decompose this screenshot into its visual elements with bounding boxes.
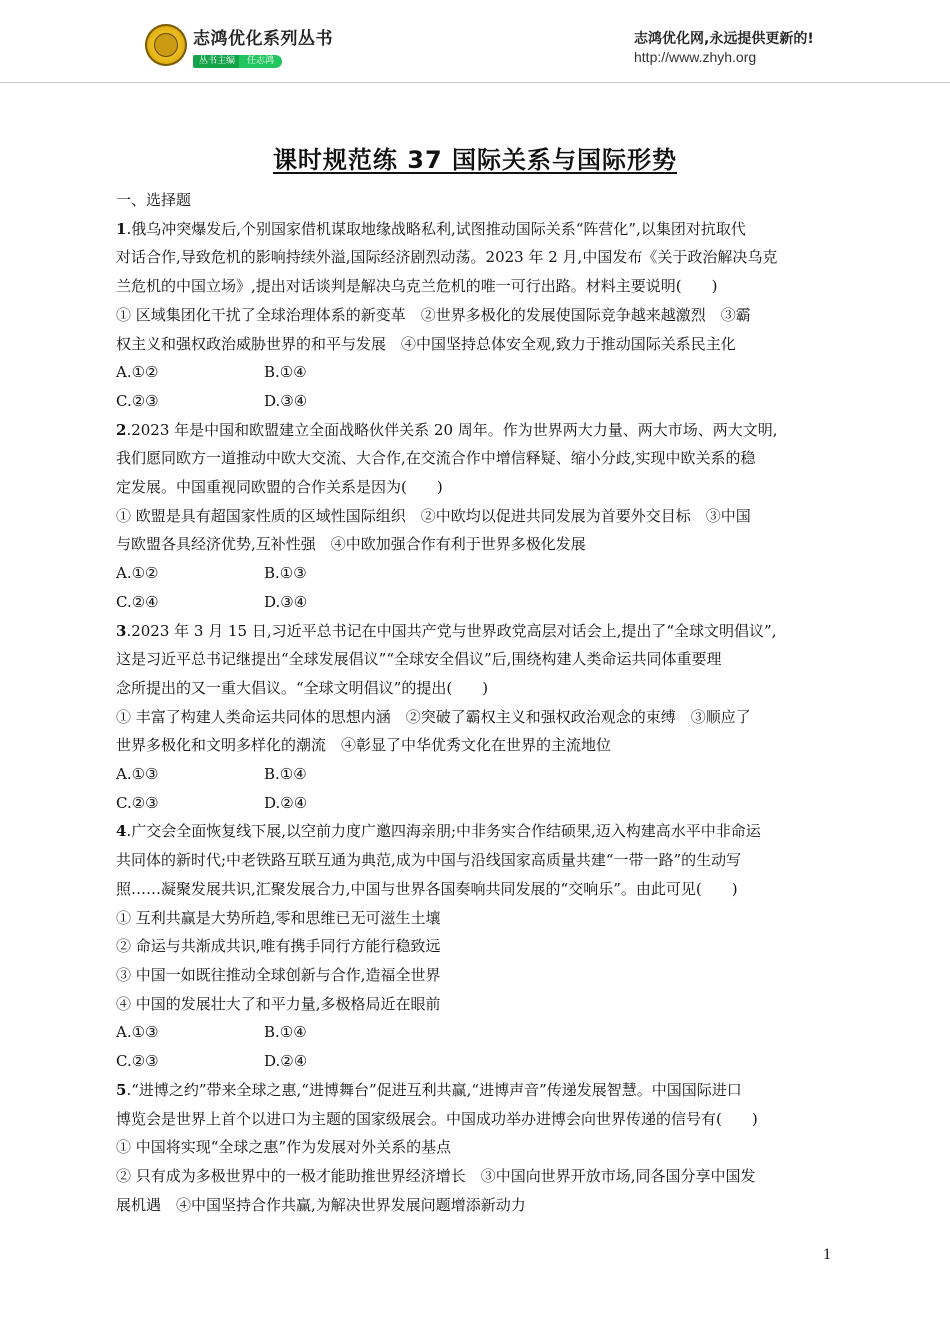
question: [116, 215, 834, 416]
question-stem-line: 我们愿同欧方一道推动中欧大交流、大合作,在交流合作中增信释疑、缩小分歧,实现中欧关系的稳: [116, 449, 756, 468]
question: [116, 1076, 834, 1220]
statement-line: ① 互利共赢是大势所趋,零和思维已无可滋生土壤: [116, 908, 441, 927]
question: [116, 416, 834, 617]
header-divider: [0, 82, 950, 83]
question: [116, 617, 834, 818]
statement-line: ② 命运与共渐成共识,唯有携手同行方能行稳致远: [116, 937, 441, 956]
statement-line: 展机遇 ④中国坚持合作共赢,为解决世界发展问题增添新动力: [116, 1195, 526, 1214]
option-b[interactable]: B.①④: [264, 363, 307, 382]
editor-credit: [193, 48, 282, 66]
question: [116, 817, 834, 1075]
option-a[interactable]: A.①②: [116, 363, 159, 382]
page-number: 1: [823, 1246, 831, 1263]
option-b[interactable]: B.①③: [264, 564, 307, 583]
question-number: 1: [116, 219, 127, 238]
option-c[interactable]: C.②④: [116, 592, 159, 611]
question-stem: 2.2023 年是中国和欧盟建立全面战略伙伴关系 20 周年。作为世界两大力量、两大市场、两大文明,: [116, 420, 778, 439]
option-a[interactable]: A.①③: [116, 765, 159, 784]
statement-line: ② 只有成为多极世界中的一极才能助推世界经济增长 ③中国向世界开放市场,同各国分享中国发: [116, 1166, 756, 1185]
statement-line: ① 区域集团化干扰了全球治理体系的新变革 ②世界多极化的发展使国际竞争越来越激烈 ③霸: [116, 305, 751, 324]
option-row: [116, 1018, 834, 1047]
question-stem: 5.“进博之约”带来全球之惠,“进博舞台”促进互利共赢,“进博声音”传递发展智慧。中国国际进口: [116, 1080, 742, 1099]
option-d[interactable]: D.②④: [264, 1052, 308, 1071]
statement-line: 权主义和强权政治威胁世界的和平与发展 ④中国坚持总体安全观,致力于推动国际关系民主化: [116, 334, 736, 353]
question-stem-line: 博览会是世界上首个以进口为主题的国家级展会。中国成功举办进博会向世界传递的信号有( ): [116, 1109, 758, 1128]
option-b[interactable]: B.①④: [264, 765, 307, 784]
option-row: [116, 789, 834, 818]
question-number: 4: [116, 822, 127, 841]
question-number: 2: [116, 420, 127, 439]
editor-tag: 丛书主编: [193, 55, 241, 68]
statement-line: 世界多极化和文明多样化的潮流 ④彰显了中华优秀文化在世界的主流地位: [116, 736, 612, 755]
question-list: [116, 186, 834, 1219]
option-row: [116, 760, 834, 789]
option-c[interactable]: C.②③: [116, 391, 159, 410]
question-stem-line: 照……凝聚发展共识,汇聚发展合力,中国与世界各国奏响共同发展的“交响乐”。由此可见( ): [116, 879, 738, 898]
statement-line: ④ 中国的发展壮大了和平力量,多极格局近在眼前: [116, 994, 441, 1013]
question-stem: 1.俄乌冲突爆发后,个别国家借机谋取地缘战略私利,试图推动国际关系“阵营化”,以集团对抗取代: [116, 219, 746, 238]
statement-line: ③ 中国一如既往推动全球创新与合作,造福全世界: [116, 965, 441, 984]
option-row: [116, 559, 834, 588]
statement-line: ① 欧盟是具有超国家性质的区域性国际组织 ②中欧均以促进共同发展为首要外交目标 ③中国: [116, 506, 751, 525]
question-number: 3: [116, 621, 127, 640]
question-stem-line: 定发展。中国重视同欧盟的合作关系是因为( ): [116, 478, 443, 497]
question-stem-line: 兰危机的中国立场》,提出对话谈判是解决乌克兰危机的唯一可行出路。材料主要说明( ): [116, 277, 718, 296]
option-row: [116, 358, 834, 387]
series-name: 志鸿优化系列丛书: [193, 29, 333, 49]
option-d[interactable]: D.②④: [264, 793, 308, 812]
question-stem-line: 念所提出的又一重大倡议。“全球文明倡议”的提出( ): [116, 678, 489, 697]
option-d[interactable]: D.③④: [264, 391, 308, 410]
question-number: 5: [116, 1080, 127, 1099]
option-c[interactable]: C.②③: [116, 1052, 159, 1071]
question-stem-line: 这是习近平总书记继提出“全球发展倡议”“全球安全倡议”后,围绕构建人类命运共同体重要理: [116, 650, 722, 669]
option-row: [116, 588, 834, 617]
option-c[interactable]: C.②③: [116, 793, 159, 812]
section-heading: 一、选择题: [116, 191, 192, 209]
statement-line: 与欧盟各具经济优势,互补性强 ④中欧加强合作有利于世界多极化发展: [116, 535, 586, 554]
page-header: [0, 0, 950, 84]
page-title: 课时规范练 37 国际关系与国际形势: [272, 146, 678, 174]
option-a[interactable]: A.①②: [116, 564, 159, 583]
editor-name: 任志鸿: [239, 55, 282, 68]
statement-line: ① 中国将实现“全球之惠”作为发展对外关系的基点: [116, 1138, 452, 1157]
option-row: [116, 1047, 834, 1076]
option-b[interactable]: B.①④: [264, 1023, 307, 1042]
statement-line: ① 丰富了构建人类命运共同体的思想内涵 ②突破了霸权主义和强权政治观念的束缚 ③顺应了: [116, 707, 751, 726]
option-a[interactable]: A.①③: [116, 1023, 159, 1042]
option-d[interactable]: D.③④: [264, 592, 308, 611]
question-stem-line: 对话合作,导致危机的影响持续外溢,国际经济剧烈动荡。2023 年 2 月,中国发布《关于政治解决乌克: [116, 248, 778, 267]
question-stem: 4.广交会全面恢复线下展,以空前力度广邀四海亲朋;中非务实合作结硕果,迈入构建高水平中非命运: [116, 822, 761, 841]
option-row: [116, 387, 834, 416]
question-stem: 3.2023 年 3 月 15 日,习近平总书记在中国共产党与世界政党高层对话会上,提出了“全球文明倡议”,: [116, 621, 777, 640]
question-stem-line: 共同体的新时代;中老铁路互联互通为典范,成为中国与沿线国家高质量共建“一带一路”的生动写: [116, 851, 742, 870]
series-logo-icon: [145, 24, 187, 66]
header-url[interactable]: http://www.zhyh.org: [634, 49, 757, 65]
header-slogan: 志鸿优化网,永远提供更新的!: [634, 31, 814, 47]
